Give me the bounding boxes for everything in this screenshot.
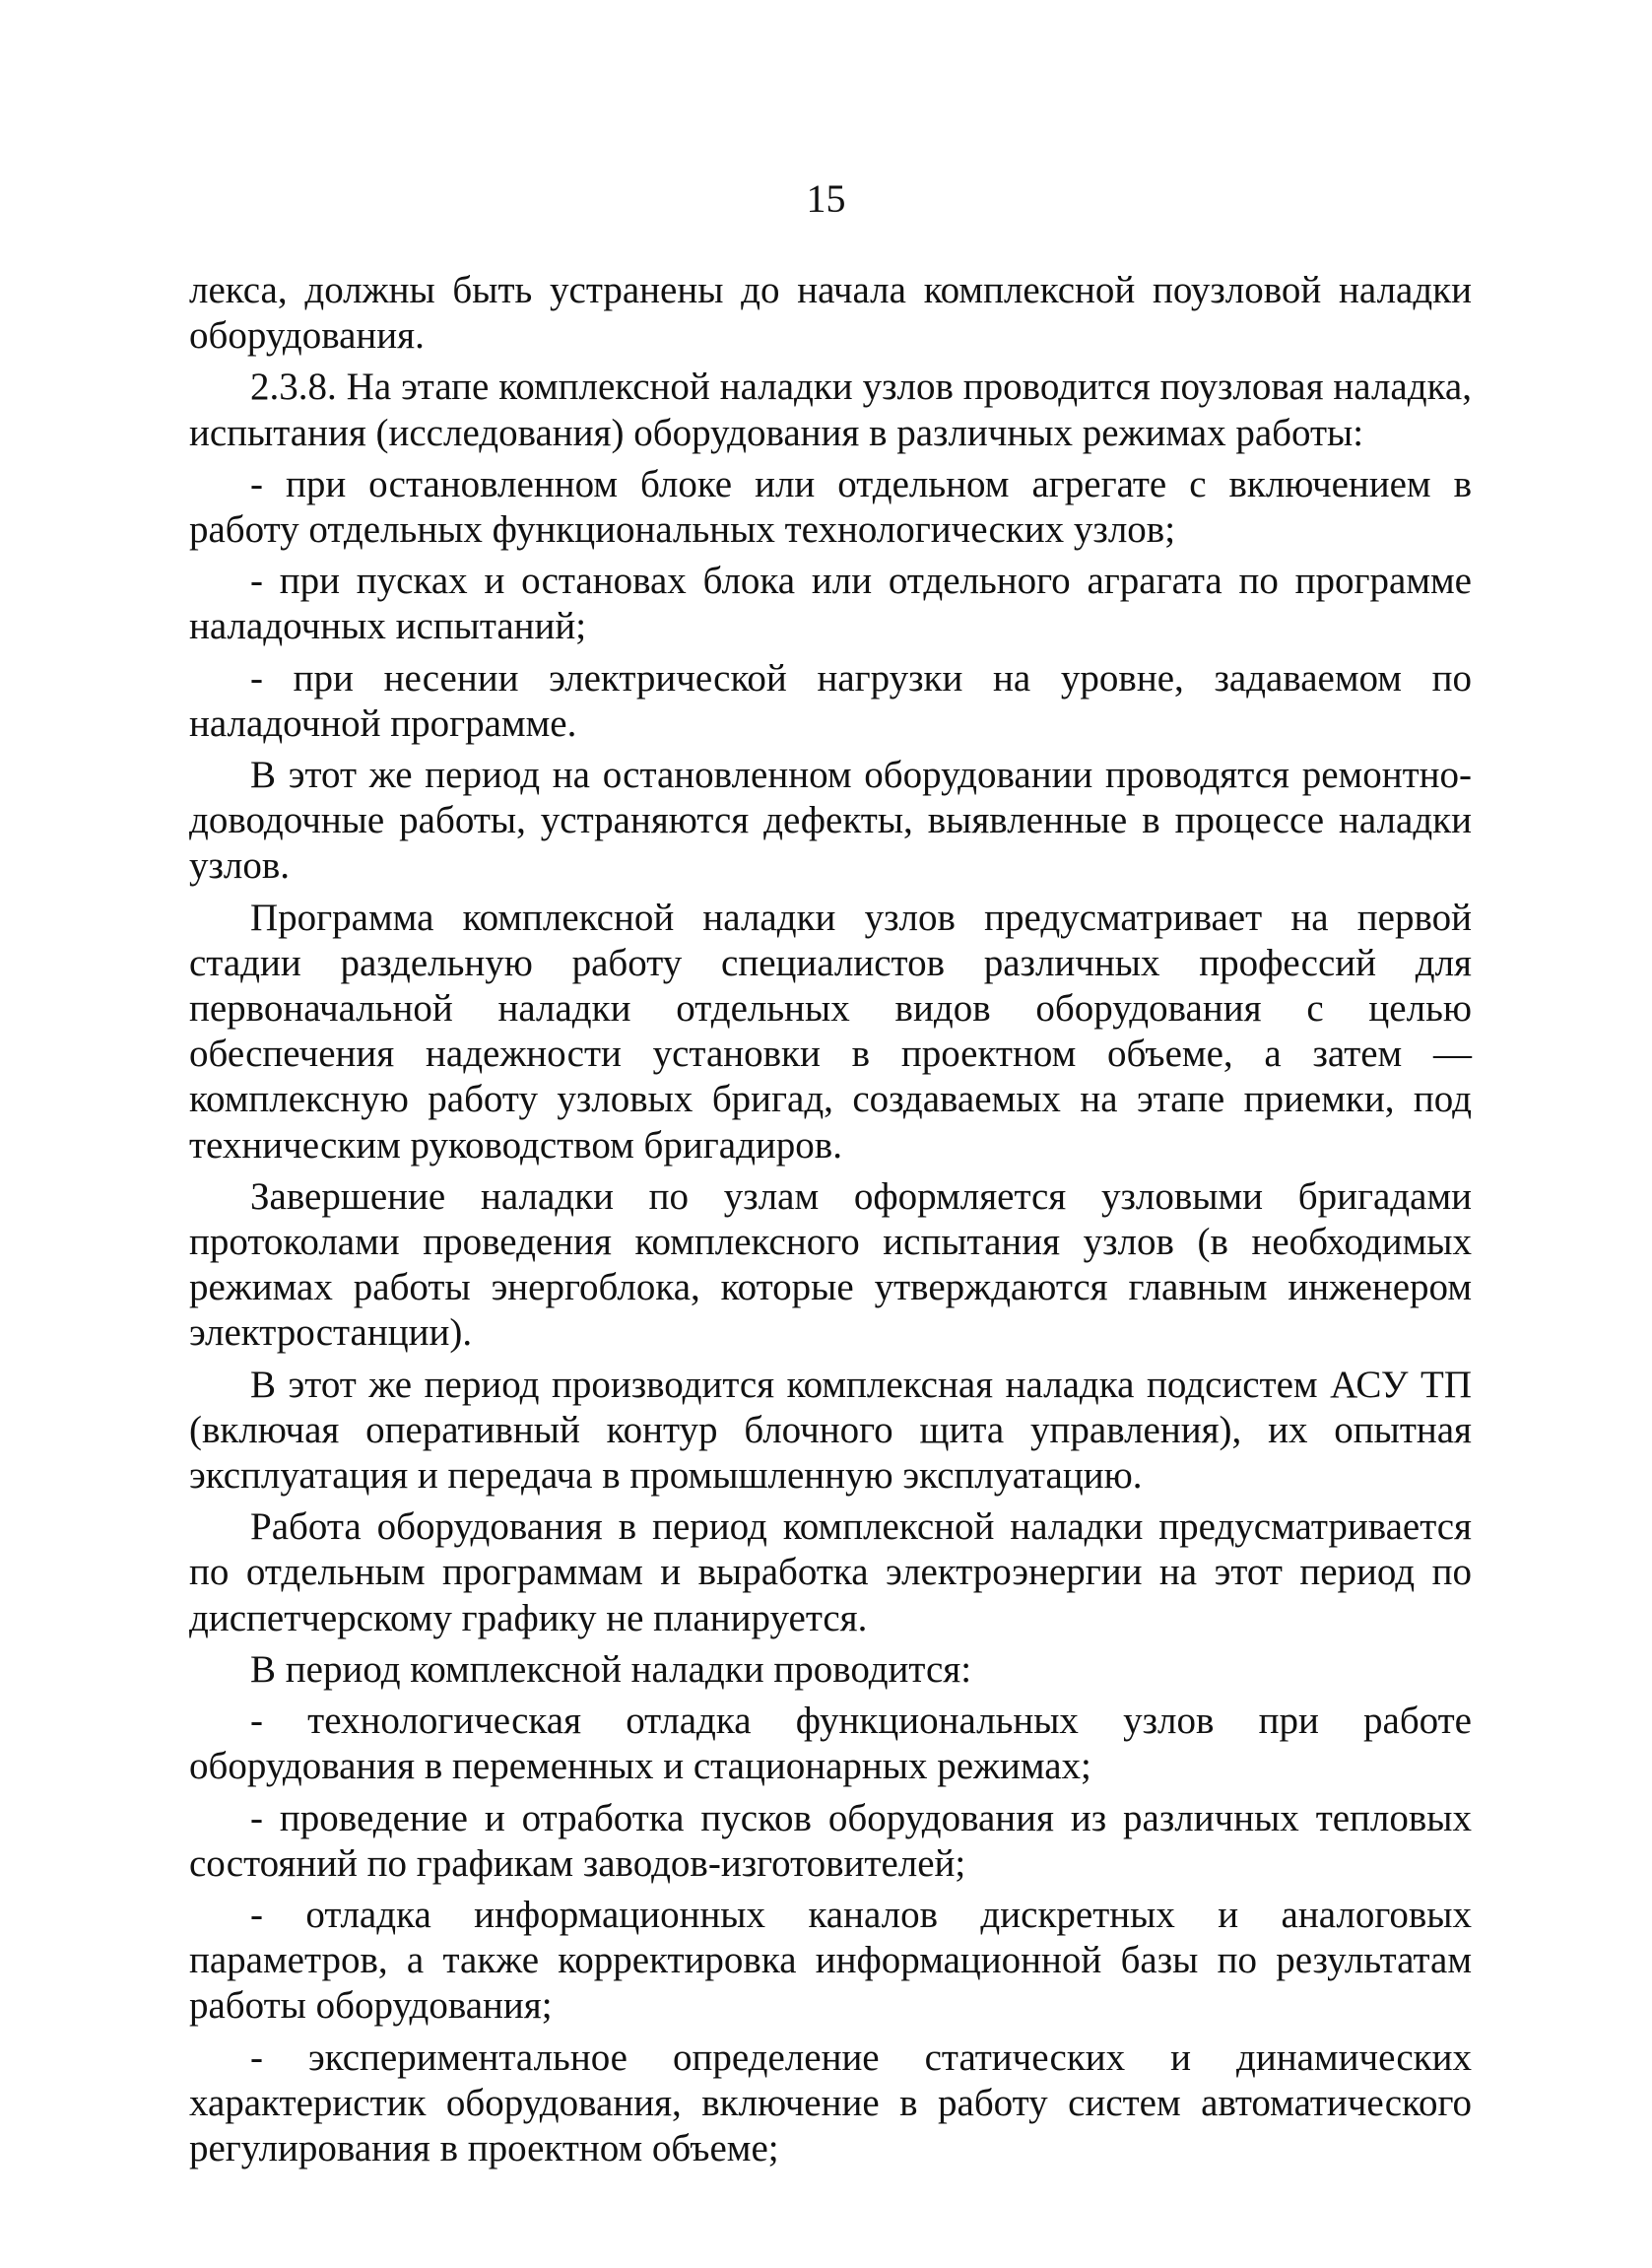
- paragraph-continuation: лекса, должны быть устранены до начала комплексной поузловой наладки оборудования.: [189, 269, 1472, 358]
- list-item: - технологическая отладка функциональных узлов при работе оборудования в переменных и стационарных режимах;: [189, 1700, 1472, 1788]
- paragraph: В этот же период производится комплексная наладка подсистем АСУ ТП (включая оперативный контур блочного щита управления), их опытная эксплуатация и передача в промышленную эксплуатацию.: [189, 1363, 1472, 1498]
- body-text: [189, 268, 1472, 2171]
- paragraph: Завершение наладки по узлам оформляется узловыми бригадами протоколами проведения комплексного испытания узлов (в необходимых режимах работы энергоблока, которые утверждаются главным инженером электростанции).: [189, 1174, 1472, 1355]
- paragraph: В период комплексной наладки проводится:: [250, 1647, 972, 1691]
- list-item: - при остановленном блоке или отдельном агрегате с включением в работу отдельных функциональных технологических узлов;: [189, 462, 1472, 552]
- list-item: - при пусках и остановах блока или отдельного аграгата по программе наладочных испытаний;: [189, 560, 1472, 648]
- list-item: - проведение и отработка пусков оборудования из различных тепловых состояний по графикам заводов-изготовителей;: [189, 1796, 1472, 1885]
- paragraph-section-2-3-8: 2.3.8. На этапе комплексной наладки узлов проводится поузловая наладка, испытания (исследования) оборудования в различных режимах работы:: [189, 366, 1472, 454]
- paragraph: Программа комплексной наладки узлов предусматривает на первой стадии раздельную работу специалистов различных профессий для первоначальной наладки отдельных видов оборудования с целью обеспечения надежности установки в проектном объеме, а затем — комплексную работу узловых бригад, создаваемых на этапе приемки, под техническим руководством бригадиров.: [189, 896, 1472, 1167]
- list-item: - экспериментальное определение статических и динамических характеристик оборудования, включение в работу систем автоматического регулирования в проектном объеме;: [189, 2035, 1472, 2169]
- list-item: - отладка информационных каналов дискретных и аналоговых параметров, а также корректировка информационной базы по результатам работы оборудования;: [189, 1893, 1472, 2028]
- page-number: 15: [806, 176, 846, 221]
- paragraph: Работа оборудования в период комплексной наладки предусматривается по отдельным программам и выработка электроэнергии на этот период по диспетчерскому графику не планируется.: [189, 1505, 1472, 1639]
- paragraph: В этот же период на остановленном оборудовании проводятся ремонтно-доводочные работы, устраняются дефекты, выявленные в процессе наладки узлов.: [189, 754, 1472, 888]
- list-item: - при несении электрической нагрузки на уровне, задаваемом по наладочной программе.: [189, 656, 1472, 745]
